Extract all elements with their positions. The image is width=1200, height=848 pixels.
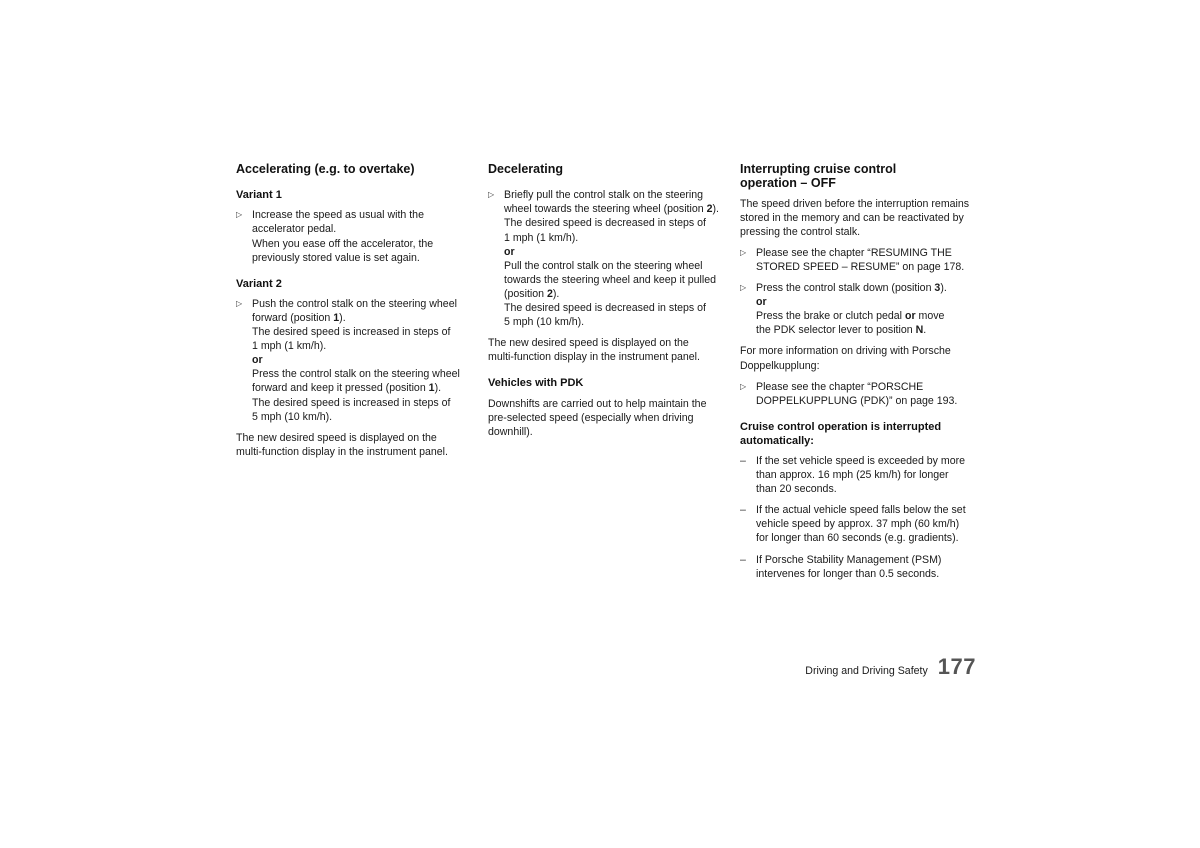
auto-interrupt-title: Cruise control operation is interrupted automatically:: [740, 420, 942, 447]
text-line: Press the control stalk on the steering wheel: [252, 368, 460, 381]
or-label: or: [252, 354, 263, 367]
text-line: than 20 seconds.: [756, 483, 837, 496]
text-line: forward and keep it pressed (position 1).: [252, 382, 442, 395]
resume-reference-item: [740, 246, 978, 274]
text-line: Briefly pull the control stalk on the steering: [504, 189, 704, 202]
column-decelerating: [488, 162, 726, 439]
text-line: wheel towards the steering wheel (position 2).: [504, 203, 719, 216]
page-number: 177: [937, 654, 976, 679]
text-line: multi-function display in the instrument panel.: [236, 445, 448, 458]
text-line: The new desired speed is displayed on the: [488, 337, 689, 350]
text-line: When you ease off the accelerator, the: [252, 237, 434, 250]
text-line: Increase the speed as usual with the: [252, 209, 424, 222]
text-line: 5 mph (10 km/h).: [504, 316, 585, 329]
dash-bullet-icon: –: [740, 455, 746, 467]
text-line: forward (position 1).: [252, 311, 346, 324]
text-line: Please see the chapter “PORSCHE: [756, 380, 924, 393]
triangle-bullet-icon: ▷: [236, 298, 243, 308]
text-line: If the set vehicle speed is exceeded by more: [756, 455, 966, 467]
triangle-bullet-icon: ▷: [236, 210, 243, 220]
off-procedure-item: [740, 281, 978, 337]
dash-item-psm: [740, 553, 978, 581]
text-line: multi-function display in the instrument panel.: [488, 351, 700, 364]
text-line: DOPPELKUPPLUNG (PDK)” on page 193.: [756, 394, 958, 407]
text-line: If the actual vehicle speed falls below the set: [756, 504, 966, 517]
text-line: Push the control stalk on the steering wheel: [252, 297, 457, 310]
paragraph-intro: [740, 197, 978, 239]
text-line: the PDK selector lever to position N.: [756, 324, 927, 337]
section-title: Driving and Driving Safety: [805, 665, 928, 677]
page-footer: [805, 654, 976, 679]
dash-item-speed-exceeded: [740, 454, 978, 496]
text-line: previously stored value is set again.: [252, 251, 420, 264]
paragraph-display-info: [488, 336, 726, 364]
text-line: Pull the control stalk on the steering wheel: [504, 259, 703, 272]
heading-decelerating: Decelerating: [488, 162, 564, 176]
text-line: intervenes for longer than 0.5 seconds.: [756, 567, 940, 580]
text-line: 5 mph (10 km/h).: [252, 410, 333, 423]
text-line: If Porsche Stability Management (PSM): [756, 553, 942, 566]
text-line: For more information on driving with Porsche: [740, 345, 951, 358]
text-line: stored in the memory and can be reactivated by: [740, 211, 964, 224]
text-line: than approx. 16 mph (25 km/h) for longer: [756, 469, 949, 482]
text-line: (position 2).: [504, 287, 560, 300]
triangle-bullet-icon: ▷: [740, 247, 747, 257]
text-line: accelerator pedal.: [252, 223, 337, 236]
text-line: for longer than 60 seconds (e.g. gradients).: [756, 532, 959, 545]
variant2-title: Variant 2: [236, 277, 282, 290]
text-line: towards the steering wheel and keep it pulled: [504, 273, 717, 286]
triangle-bullet-icon: ▷: [740, 283, 747, 293]
text-line: 1 mph (1 km/h).: [252, 340, 327, 353]
paragraph-more-info: [740, 344, 978, 372]
text-line: vehicle speed by approx. 37 mph (60 km/h): [756, 518, 960, 531]
text-line: Press the brake or clutch pedal or move: [756, 310, 945, 323]
text-line: STORED SPEED – RESUME” on page 178.: [756, 260, 965, 273]
text-line: downhill).: [488, 425, 533, 438]
dash-item-speed-below: [740, 503, 978, 545]
text-line: Doppelkupplung:: [740, 359, 820, 372]
text-line: pre-selected speed (especially when driving: [488, 411, 694, 424]
variant2-item: [236, 297, 474, 424]
or-label: or: [504, 245, 515, 258]
text-line: The desired speed is decreased in steps of: [504, 217, 706, 230]
or-label: or: [756, 296, 767, 309]
text-line: The speed driven before the interruption remains: [740, 197, 970, 210]
decelerating-item: [488, 188, 726, 329]
heading-interrupting: Interrupting cruise control operation – OFF: [740, 162, 897, 191]
text-line: The desired speed is increased in steps of: [252, 396, 451, 409]
pdk-reference-item: [740, 380, 978, 408]
text-line: Please see the chapter “RESUMING THE: [756, 246, 952, 259]
paragraph-pdk: [488, 397, 726, 439]
dash-bullet-icon: –: [740, 553, 746, 566]
heading-accelerating: Accelerating (e.g. to overtake): [236, 162, 415, 176]
text-line: Downshifts are carried out to help maintain the: [488, 397, 707, 410]
triangle-bullet-icon: ▷: [740, 381, 747, 391]
dash-bullet-icon: –: [740, 504, 746, 517]
text-line: pressing the control stalk.: [740, 225, 861, 238]
triangle-bullet-icon: ▷: [488, 190, 495, 200]
text-line: The new desired speed is displayed on the: [236, 431, 437, 444]
column-accelerating: [236, 162, 474, 459]
paragraph-display-info: [236, 431, 474, 459]
column-interrupting: [740, 162, 978, 581]
variant1-item: [236, 208, 474, 264]
text-line: The desired speed is increased in steps of: [252, 326, 451, 339]
text-line: The desired speed is decreased in steps of: [504, 302, 706, 315]
pdk-title: Vehicles with PDK: [488, 377, 584, 390]
text-line: 1 mph (1 km/h).: [504, 231, 579, 244]
text-line: Press the control stalk down (position 3).: [756, 282, 947, 295]
variant1-title: Variant 1: [236, 189, 282, 202]
